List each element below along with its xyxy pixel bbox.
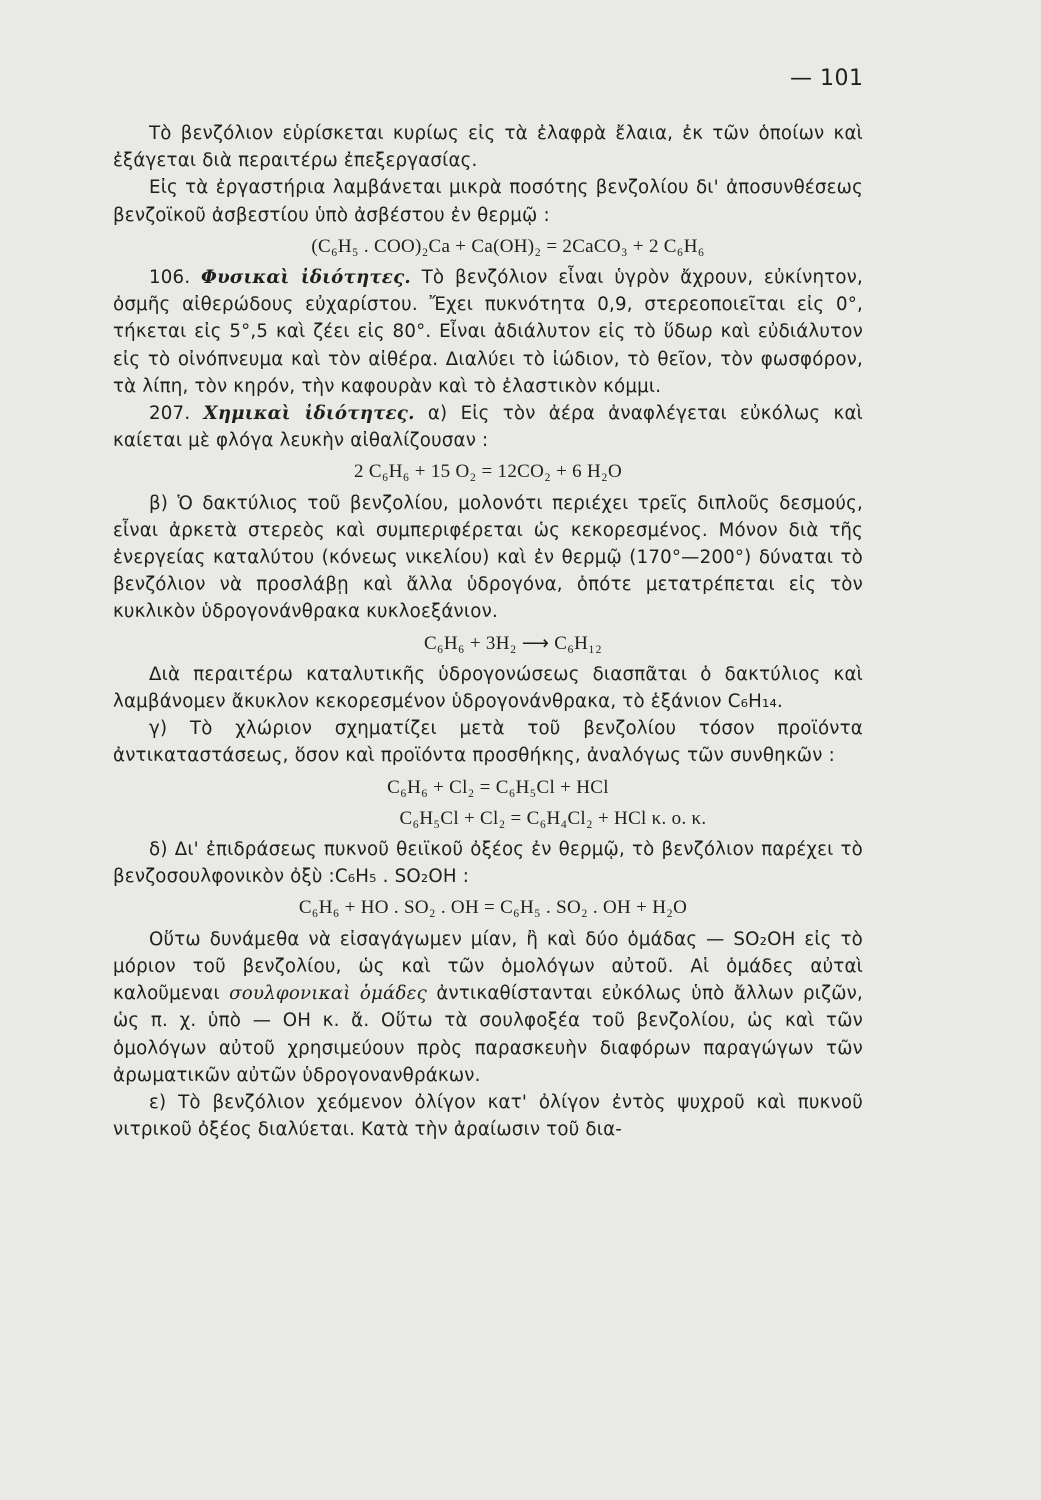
- equation-chlorination-2: C₆H₅Cl + Cl₂ = C₆H₄Cl₂ + HCl κ. ο. κ.: [399, 807, 707, 829]
- equation-sulfonation: C₆H₆ + HO . SO₂ . OH = C₆H₅ . SO₂ . OH + H₂O: [298, 897, 688, 919]
- paragraph-lab-preparation: Εἰς τὰ ἐργαστήρια λαμβάνεται μικρὰ ποσότης βενζολίου δι' ἀποσυνθέσεως βενζοϊκοῦ ἀσβεστίου ὑπὸ ἀσβέστου ἐν θερμῷ :: [113, 177, 863, 226]
- paragraph-beta-continued: Διὰ περαιτέρω καταλυτικῆς ὑδρογονώσεως διασπᾶται ὁ δακτύλιος καὶ λαμβάνομεν ἄκυκλον κεκορεσμένον ὑδρογονάνθρακα, τὸ ἑξάνιον C₆H₁₄.: [113, 663, 863, 713]
- section-207-chemical-properties: [113, 400, 863, 454]
- paragraph-delta-text-b: ἀντικαθίστανται εὐκόλως ὑπὸ ἄλλων ριζῶν, ὡς π. χ. ὑπὸ — OH κ. ἄ. Οὕτω τὰ σουλφοξέα τοῦ βενζολίου, ὡς καὶ τῶν ὁμολόγων αὐτοῦ χρησιμεύουν πρὸς παρασκευὴν διαφόρων παραγώγων τῶν ἀρωματικῶν αὐτῶν ὑδρογονανθράκων.: [113, 983, 863, 1086]
- equation-combustion: 2 C₆H₆ + 15 O₂ = 12CO₂ + 6 H₂O: [354, 461, 622, 483]
- paragraph-delta-continued: [113, 926, 863, 1089]
- section-106-heading: Φυσικαὶ ἰδιότητες.: [201, 267, 411, 289]
- paragraph-delta-text-a: Οὕτω δυνάμεθα νὰ εἰσαγάγωμεν μίαν, ἢ καὶ δύο ὁμάδας — SO₂OH εἰς τὸ μόριον τοῦ βενζολίου, ὡς καὶ τῶν ὁμολόγων αὐτοῦ. Αἱ ὁμάδες αὐταὶ καλοῦμεναι: [113, 928, 863, 1005]
- paragraph-epsilon: ε) Τὸ βενζόλιον χεόμενον ὀλίγον κατ' ὀλίγον ἐντὸς ψυχροῦ καὶ πυκνοῦ νιτρικοῦ ὀξέος διαλύεται. Κατὰ τὴν ἀραίωσιν τοῦ δια-: [113, 1091, 863, 1141]
- section-number-207: 207.: [149, 403, 204, 425]
- section-106-physical-properties: [113, 264, 863, 400]
- paragraph-beta: β) Ὁ δακτύλιος τοῦ βενζολίου, μολονότι περιέχει τρεῖς διπλοῦς δεσμούς, εἶναι ἀρκετὰ στερεὸς καὶ συμπεριφέρεται ὡς κεκορεσμένος. Μόνον διὰ τῆς ἐνεργείας καταλύτου (κόνεως νικελίου) καὶ ἐν θερμῷ (170°—200°) δύναται τὸ βενζόλιον νὰ προσλάβῃ καὶ ἄλλα ὑδρογόνα, ὁπότε μετατρέπεται εἰς τὸν κυκλικὸν ὑδρογονάνθρακα κυκλοεξάνιον.: [113, 492, 863, 623]
- page-body: [113, 120, 863, 1143]
- section-106-text: Τὸ βενζόλιον εἶναι ὑγρὸν ἄχρουν, εὐκίνητον, ὀσμῆς αἰθερώδους εὐχαρίστου. Ἔχει πυκνότητα 0,9, στερεοποιεῖται εἰς 0°, τήκεται εἰς 5°,5 καὶ ζέει εἰς 80°. Εἶναι ἀδιάλυτον εἰς τὸ ὕδωρ καὶ εὐδιάλυτον εἰς τὸ οἰνόπνευμα καὶ τὸν αἰθέρα. Διαλύει τὸ ἰώδιον, τὸ θεῖον, τὸν φωσφόρον, τὰ λίπη, τὸν κηρόν, τὴν καφουρὰν καὶ τὸ ἐλαστικὸν κόμμι.: [113, 267, 863, 397]
- equation-preparation: (C₆H₅ . COO)₂Ca + Ca(OH)₂ = 2CaCO₃ + 2 C₆H₆: [311, 235, 705, 257]
- paragraph-gamma: γ) Τὸ χλώριον σχηματίζει μετὰ τοῦ βενζολίου τόσον προϊόντα ἀντικαταστάσεως, ὅσον καὶ προϊόντα προσθήκης, ἀναλόγως τῶν συνθηκῶν :: [113, 718, 863, 767]
- equation-chlorination-1: C₆H₆ + Cl₂ = C₆H₅Cl + HCl: [387, 776, 609, 798]
- page-number: — 101: [790, 66, 864, 91]
- sulfonic-groups-term: σουλφονικαὶ ὁμάδες: [229, 983, 428, 1005]
- section-207-heading: Χημικαὶ ἰδιότητες.: [203, 403, 415, 425]
- paragraph-intro: Τὸ βενζόλιον εὑρίσκεται κυρίως εἰς τὰ ἐλαφρὰ ἔλαια, ἐκ τῶν ὁποίων καὶ ἐξάγεται διὰ περαιτέρω ἐπεξεργασίας.: [113, 123, 863, 172]
- paragraph-delta: δ) Δι' ἐπιδράσεως πυκνοῦ θειϊκοῦ ὀξέος ἐν θερμῷ, τὸ βενζόλιον παρέχει τὸ βενζοσουλφονικὸν ὀξὺ :C₆H₅ . SO₂OH :: [113, 839, 863, 888]
- section-number-106: 106.: [149, 267, 202, 289]
- section-207-text: α) Εἰς τὸν ἀέρα ἀναφλέγεται εὐκόλως καὶ καίεται μὲ φλόγα λευκὴν αἰθαλίζουσαν :: [113, 403, 863, 452]
- equation-hydrogenation: C₆H₆ + 3H₂ ⟶ C₆H₁₂: [423, 632, 603, 654]
